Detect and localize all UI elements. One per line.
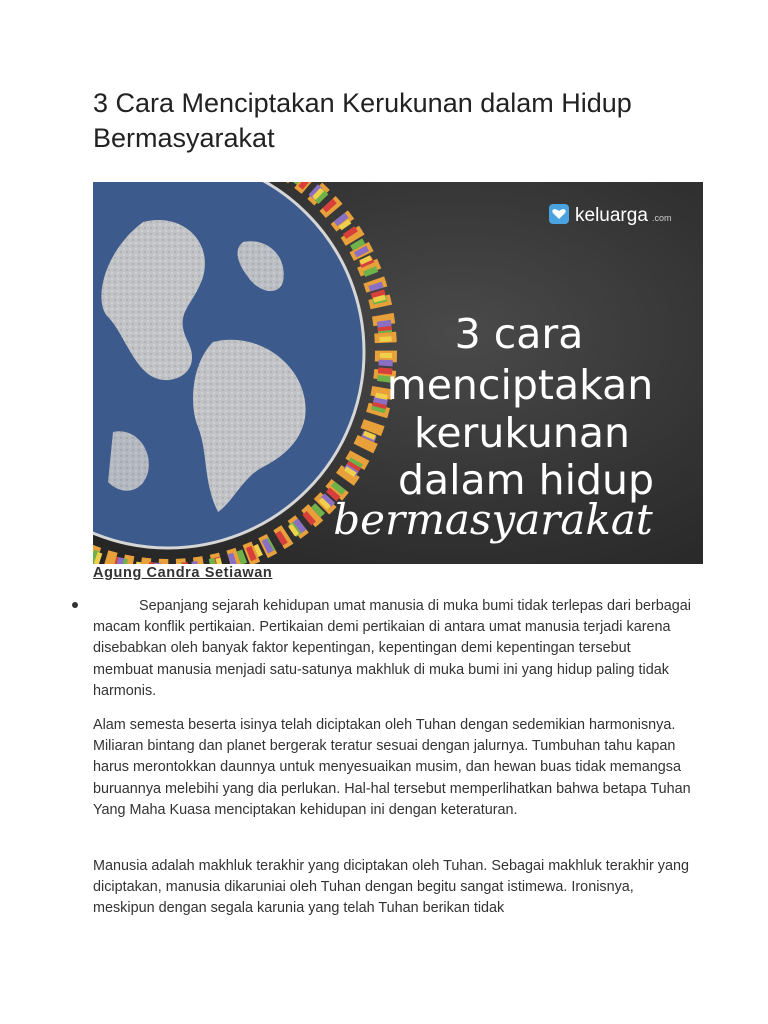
hero-script-line: bermasyarakat	[333, 495, 653, 544]
list-bullet	[72, 602, 78, 608]
brand-suffix: .com	[652, 213, 672, 223]
hero-line-4: dalam hidup	[397, 456, 655, 504]
author-link[interactable]: Agung Candra Setiawan	[93, 565, 273, 581]
hero-image	[93, 182, 703, 564]
hero-line-1: 3 cara	[454, 310, 584, 358]
hero-line-3: kerukunan	[414, 409, 630, 457]
hero-line-2: menciptakan	[386, 361, 654, 409]
brand-name: keluarga	[575, 205, 648, 226]
paragraph-3: Manusia adalah makhluk terakhir yang diciptakan oleh Tuhan. Sebagai makhluk terakhir yang diciptakan, manusia dikaruniai oleh Tuhan dengan begitu sangat istimewa. Ironisnya, meskipun dengan segala karunia yang telah Tuhan berikan tidak	[93, 858, 689, 917]
keluarga-logo	[549, 204, 672, 226]
paragraph-1-text: Sepanjang sejarah kehidupan umat manusia di muka bumi tidak terlepas dari berbagai macam konflik pertikaian. Pertikaian demi pertikaian di antara umat manusia terjadi karena disebabkan oleh banyak faktor kepentingan, kepentingan demi kepentingan tersebut membuat manusia menjadi satu-satunya makhluk di muka bumi ini yang hidup paling tidak harmonis.	[93, 598, 691, 699]
paragraph-1	[93, 596, 693, 702]
article-title: 3 Cara Menciptakan Kerukunan dalam Hidup Bermasyarakat	[93, 88, 632, 153]
paragraph-2: Alam semesta beserta isinya telah diciptakan oleh Tuhan dengan sedemikian harmonisnya. Miliaran bintang dan planet bergerak teratur sesuai dengan jalurnya. Tumbuhan tahu kapan harus merontokkan daunnya untuk menyesuaikan musim, dan hewan buas tidak memangsa buruannya melebihi yang dia perlukan. Hal-hal tersebut memperlihatkan bahwa betapa Tuhan Yang Maha Kuasa menciptakan kehidupan ini dengan keteraturan.	[93, 717, 691, 818]
globe-illustration	[93, 182, 364, 548]
